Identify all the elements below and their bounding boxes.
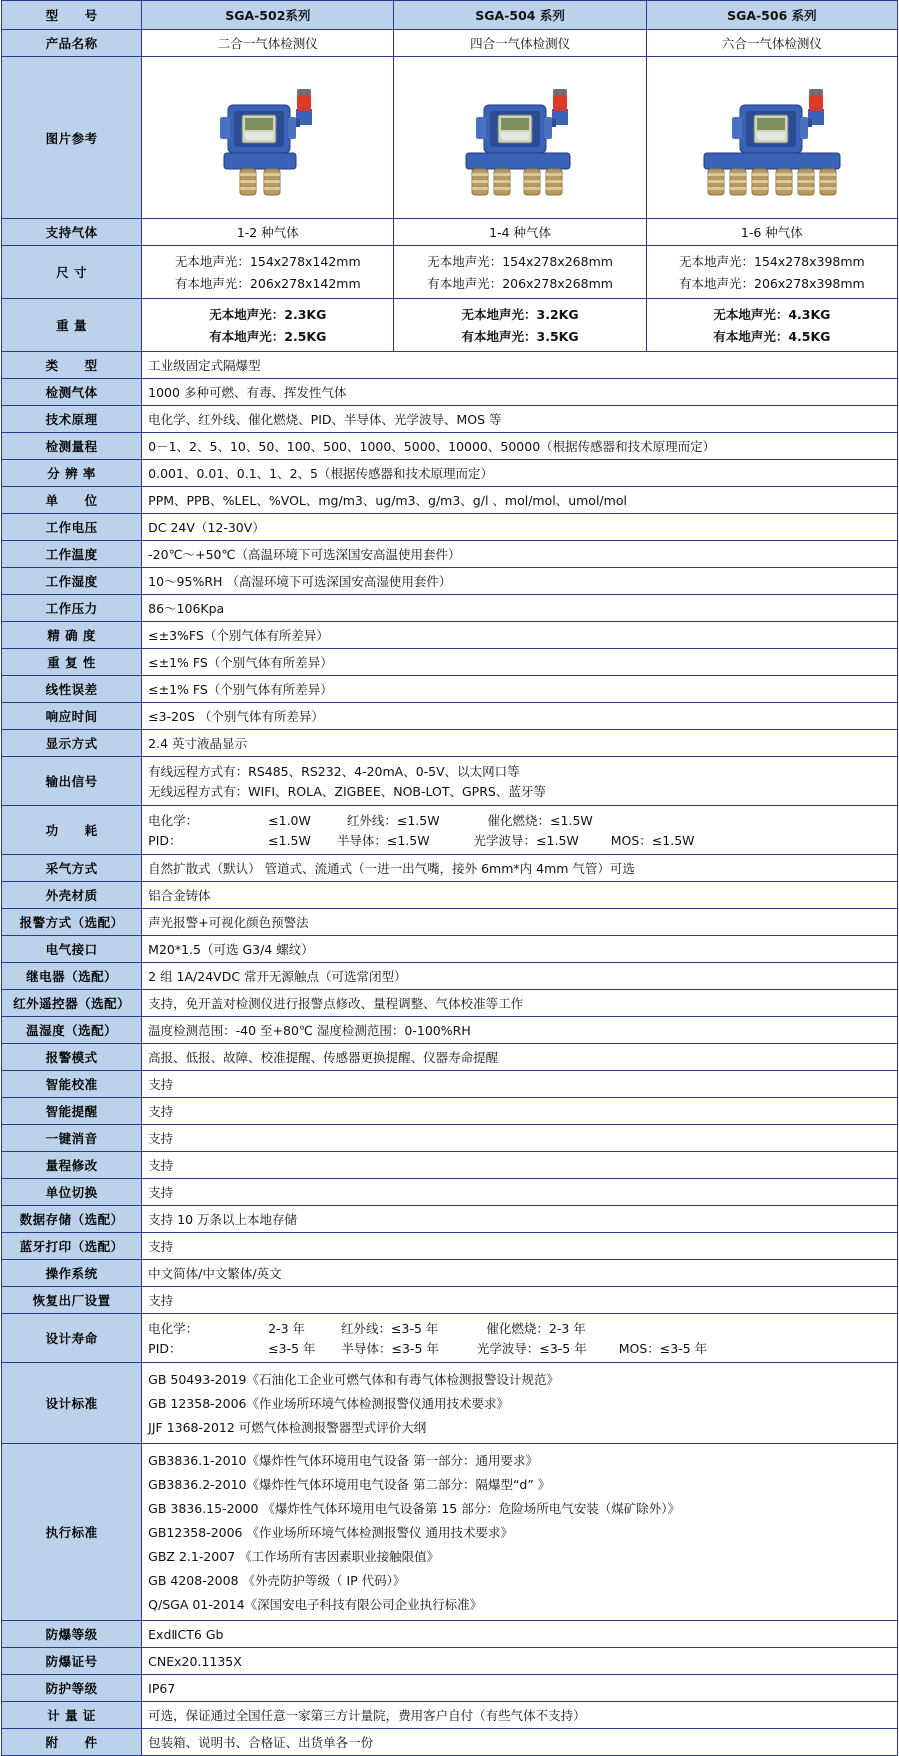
design-standard-line1: GB 50493-2019《石油化工企业可燃气体和有毒气体检测报警设计规范》 [148,1372,559,1387]
execution-standard-line5: GBZ 2.1-2007 《工作场所有害因素职业接触限值》 [148,1549,440,1564]
weight-502 [142,299,394,352]
size-504-line2: 有本地声光：206x278x268mm [427,276,613,291]
execution-standard-line7: Q/SGA 01-2014《深国安电子科技有限公司企业执行标准》 [148,1597,483,1612]
life-opt-value: ≤3-5 年 [539,1341,587,1356]
table-row-design-life [2,1314,898,1363]
table-row-weight [2,299,898,352]
table-row-spec-5 [2,487,898,514]
row-value-execution-standard [142,1444,898,1621]
row-value-relay: 2 组 1A/24VDC 常开无源触点（可选常闭型） [142,963,898,990]
row-value-voltage: DC 24V（12-30V） [142,514,898,541]
row-value-display: 2.4 英寸液晶显示 [142,730,898,757]
weight-502-line1: 无本地声光：2.3KG [209,307,327,322]
weight-504-line1: 无本地声光：3.2KG [461,307,579,322]
row-value-response-time: ≤3-20S （个别气体有所差异） [142,703,898,730]
execution-standard-line4: GB12358-2006 《作业场所环境气体检测报警仪 通用技术要求》 [148,1525,513,1540]
model-506: SGA-506 系列 [646,1,897,30]
row-label-unit: 单 位 [2,487,142,514]
life-pid-value: ≤3-5 年 [268,1341,316,1356]
life-pid-label: PID： [148,1341,182,1356]
power-opt-label: 光学波导： [473,833,537,848]
table-row-spec-4 [2,460,898,487]
product-name-502: 二合一气体检测仪 [142,30,394,57]
row-label-repeatability: 重 复 性 [2,649,142,676]
product-image-506 [646,57,897,219]
execution-standard-line6: GB 4208-2008 《外壳防护等级（ IP 代码）》 [148,1573,406,1588]
row-label-size: 尺 寸 [2,246,142,299]
table-row-spec-11 [2,649,898,676]
power-mos-value: ≤1.5W [651,833,695,848]
table-row-alarm-method [2,909,898,936]
life-ir-value: ≤3-5 年 [391,1321,439,1336]
detector-illustration-6in1 [652,61,892,211]
row-label-one-key-mute: 一键消音 [2,1125,142,1152]
life-mos-label: MOS： [618,1341,660,1356]
row-value-temp-humidity: 温度检测范围：-40 至+80℃ 湿度检测范围：0-100%RH [142,1017,898,1044]
weight-506-line2: 有本地声光：4.5KG [713,329,831,344]
row-label-weight: 重 量 [2,299,142,352]
table-row-size [2,246,898,299]
table-row-electrical-interface [2,936,898,963]
power-ir-label: 红外线： [346,813,397,828]
size-504-line1: 无本地声光：154x278x268mm [427,254,613,269]
table-row-ex-rating [2,1621,898,1648]
row-label-metrology-cert: 计 量 证 [2,1702,142,1729]
table-row-power [2,806,898,855]
power-pid-value: ≤1.5W [268,833,311,848]
row-value-unit: PPM、PPB、%LEL、%VOL、mg/m3、ug/m3、g/m3、g/l 、mol/mol、umol/mol [142,487,898,514]
row-label-resolution: 分 辨 率 [2,460,142,487]
life-cat-label: 催化燃烧： [486,1321,549,1336]
row-value-range: 0－1、2、5、10、50、100、500、1000、5000、10000、50000（根据传感器和技术原理而定） [142,433,898,460]
row-value-unit-switch: 支持 [142,1179,898,1206]
table-row-spec-9 [2,595,898,622]
row-label-linearity: 线性误差 [2,676,142,703]
row-value-accessories: 包装箱、说明书、合格证、出货单各一份 [142,1729,898,1756]
power-ec-label: 电化学： [148,813,199,828]
power-mos-label: MOS： [610,833,652,848]
table-row-design-standard [2,1363,898,1444]
row-value-ex-cert: CNEx20.1135X [142,1648,898,1675]
design-standard-line2: GB 12358-2006《作业场所环境气体检测报警仪通用技术要求》 [148,1396,509,1411]
power-semi-label: 半导体： [336,833,387,848]
table-row-spec-3 [2,433,898,460]
table-row-accessories [2,1729,898,1756]
table-row-unit-switch [2,1179,898,1206]
power-cat-label: 催化燃烧： [487,813,551,828]
row-label-electrical-interface: 电气接口 [2,936,142,963]
table-row-execution-standard [2,1444,898,1621]
power-pid-label: PID： [148,833,182,848]
row-label-design-standard: 设计标准 [2,1363,142,1444]
row-label-display: 显示方式 [2,730,142,757]
table-row-spec-7 [2,541,898,568]
row-value-smart-reminder: 支持 [142,1098,898,1125]
table-row-spec-14 [2,730,898,757]
row-label-smart-calibration: 智能校准 [2,1071,142,1098]
execution-standard-line2: GB3836.2-2010《爆炸性气体环境用电气设备 第二部分：隔爆型“d” 》 [148,1477,551,1492]
table-row-smart-reminder [2,1098,898,1125]
power-opt-value: ≤1.5W [536,833,579,848]
model-504: SGA-504 系列 [394,1,646,30]
table-row-spec-13 [2,703,898,730]
weight-504 [394,299,646,352]
design-standard-line3: JJF 1368-2012 可燃气体检测报警器型式评价大纲 [148,1420,427,1435]
row-value-accuracy: ≤±3%FS（个别气体有所差异） [142,622,898,649]
table-row-alarm-mode [2,1044,898,1071]
row-value-ir-remote: 支持，免开盖对检测仪进行报警点修改、量程调整、气体校准等工作 [142,990,898,1017]
table-row-spec-12 [2,676,898,703]
row-label-response-time: 响应时间 [2,703,142,730]
execution-standard-line3: GB 3836.15-2000 《爆炸性气体环境用电气设备第 15 部分：危险场所电气安装（煤矿除外）》 [148,1501,680,1516]
row-label-smart-reminder: 智能提醒 [2,1098,142,1125]
row-value-design-standard [142,1363,898,1444]
table-row-sampling [2,855,898,882]
product-image-502 [142,57,394,219]
row-value-range-modify: 支持 [142,1152,898,1179]
row-label-design-life: 设计寿命 [2,1314,142,1363]
table-row-data-storage [2,1206,898,1233]
row-label-temp-humidity: 温湿度（选配） [2,1017,142,1044]
row-value-resolution: 0.001、0.01、0.1、1、2、5（根据传感器和技术原理而定） [142,460,898,487]
life-ec-value: 2-3 年 [268,1321,306,1336]
row-value-electrical-interface: M20*1.5（可选 G3/4 螺纹） [142,936,898,963]
output-signal-line1: 有线远程方式有：RS485、RS232、4-20mA、0-5V、以太网口等 [148,764,520,779]
row-value-housing: 铝合金铸体 [142,882,898,909]
table-row-ex-cert [2,1648,898,1675]
row-label-relay: 继电器（选配） [2,963,142,990]
row-label-accuracy: 精 确 度 [2,622,142,649]
size-506 [646,246,897,299]
supported-gas-504: 1-4 种气体 [394,219,646,246]
product-name-506: 六合一气体检测仪 [646,30,897,57]
size-502-line1: 无本地声光：154x278x142mm [174,254,361,269]
table-row-product-name [2,30,898,57]
row-label-work-humidity: 工作湿度 [2,568,142,595]
table-row-range-modify [2,1152,898,1179]
size-504 [394,246,646,299]
power-ec-value: ≤1.0W [268,813,311,828]
table-row-output-signal [2,757,898,806]
row-value-factory-reset: 支持 [142,1287,898,1314]
row-value-alarm-mode: 高报、低报、故障、校准提醒、传感器更换提醒、仪器寿命提醒 [142,1044,898,1071]
power-ir-value: ≤1.5W [396,813,440,828]
row-value-linearity: ≤±1% FS（个别气体有所差异） [142,676,898,703]
detector-illustration-2in1 [168,61,368,211]
life-ec-label: 电化学： [148,1321,199,1336]
row-label-alarm-mode: 报警模式 [2,1044,142,1071]
table-row-spec-8 [2,568,898,595]
table-row-supported-gas [2,219,898,246]
row-label-ex-cert: 防爆证号 [2,1648,142,1675]
size-502 [142,246,394,299]
row-value-ex-rating: ExdⅡCT6 Gb [142,1621,898,1648]
weight-506-line1: 无本地声光：4.3KG [713,307,831,322]
row-value-bluetooth-print: 支持 [142,1233,898,1260]
table-row-factory-reset [2,1287,898,1314]
row-value-os: 中文简体/中文繁体/英文 [142,1260,898,1287]
table-row-relay [2,963,898,990]
product-image-504 [394,57,646,219]
row-label-tech: 技术原理 [2,406,142,433]
weight-504-line2: 有本地声光：3.5KG [461,329,579,344]
row-label-model: 型 号 [2,1,142,30]
row-label-work-pressure: 工作压力 [2,595,142,622]
life-opt-label: 光学波导： [476,1341,540,1356]
row-label-alarm-method: 报警方式（选配） [2,909,142,936]
life-ir-label: 红外线： [341,1321,392,1336]
row-value-one-key-mute: 支持 [142,1125,898,1152]
life-semi-label: 半导体： [341,1341,392,1356]
row-label-housing: 外壳材质 [2,882,142,909]
life-cat-value: 2-3 年 [548,1321,586,1336]
supported-gas-502: 1-2 种气体 [142,219,394,246]
row-label-power: 功 耗 [2,806,142,855]
table-row-spec-0 [2,352,898,379]
table-row-os [2,1260,898,1287]
power-line2 [148,830,891,850]
design-life-line1 [148,1318,891,1338]
life-semi-value: ≤3-5 年 [391,1341,439,1356]
row-label-ip-rating: 防护等级 [2,1675,142,1702]
row-value-data-storage: 支持 10 万条以上本地存储 [142,1206,898,1233]
row-value-output-signal [142,757,898,806]
weight-506 [646,299,897,352]
row-value-metrology-cert: 可选，保证通过全国任意一家第三方计量院，费用客户自付（有些气体不支持） [142,1702,898,1729]
row-label-voltage: 工作电压 [2,514,142,541]
supported-gas-506: 1-6 种气体 [646,219,897,246]
table-row-housing [2,882,898,909]
row-value-repeatability: ≤±1% FS（个别气体有所差异） [142,649,898,676]
row-label-execution-standard: 执行标准 [2,1444,142,1621]
size-506-line1: 无本地声光：154x278x398mm [678,254,865,269]
life-mos-value: ≤3-5 年 [659,1341,708,1356]
detector-illustration-4in1 [410,61,630,211]
row-label-unit-switch: 单位切换 [2,1179,142,1206]
output-signal-line2: 无线远程方式有：WIFI、ROLA、ZIGBEE、NOB-LOT、GPRS、蓝牙等 [148,784,546,799]
row-value-work-humidity: 10～95%RH （高湿环境下可选深国安高湿使用套件） [142,568,898,595]
weight-502-line2: 有本地声光：2.5KG [209,329,327,344]
row-value-power [142,806,898,855]
table-row-one-key-mute [2,1125,898,1152]
product-name-504: 四合一气体检测仪 [394,30,646,57]
row-label-supported-gas: 支持气体 [2,219,142,246]
row-label-os: 操作系统 [2,1260,142,1287]
table-row-temp-humidity [2,1017,898,1044]
row-value-work-pressure: 86～106Kpa [142,595,898,622]
row-label-range: 检测量程 [2,433,142,460]
row-value-type: 工业级固定式隔爆型 [142,352,898,379]
row-value-alarm-method: 声光报警+可视化颜色预警法 [142,909,898,936]
row-value-detect-gas: 1000 多种可燃、有毒、挥发性气体 [142,379,898,406]
row-label-work-temp: 工作温度 [2,541,142,568]
row-value-work-temp: -20℃～+50℃（高温环境下可选深国安高温使用套件） [142,541,898,568]
power-cat-value: ≤1.5W [550,813,593,828]
row-value-sampling: 自然扩散式（默认） 管道式、流通式（一进一出气嘴，接外 6mm*内 4mm 气管）可选 [142,855,898,882]
row-label-bluetooth-print: 蓝牙打印（选配） [2,1233,142,1260]
row-label-type: 类 型 [2,352,142,379]
design-life-line2 [148,1338,891,1358]
row-label-factory-reset: 恢复出厂设置 [2,1287,142,1314]
table-row-spec-6 [2,514,898,541]
row-label-data-storage: 数据存储（选配） [2,1206,142,1233]
size-506-line2: 有本地声光：206x278x398mm [678,276,865,291]
row-label-range-modify: 量程修改 [2,1152,142,1179]
row-label-sampling: 采气方式 [2,855,142,882]
spec-table [1,0,898,1756]
table-row-ir-remote [2,990,898,1017]
execution-standard-line1: GB3836.1-2010《爆炸性气体环境用电气设备 第一部分：通用要求》 [148,1453,538,1468]
table-row-model [2,1,898,30]
table-row-spec-10 [2,622,898,649]
row-label-product-name: 产品名称 [2,30,142,57]
row-label-accessories: 附 件 [2,1729,142,1756]
row-label-ir-remote: 红外遥控器（选配） [2,990,142,1017]
size-502-line2: 有本地声光：206x278x142mm [174,276,361,291]
row-label-image: 图片参考 [2,57,142,219]
table-row-bluetooth-print [2,1233,898,1260]
table-row-ip-rating [2,1675,898,1702]
row-label-ex-rating: 防爆等级 [2,1621,142,1648]
power-semi-value: ≤1.5W [386,833,430,848]
row-value-design-life [142,1314,898,1363]
row-label-detect-gas: 检测气体 [2,379,142,406]
power-line1 [148,810,891,830]
table-row-spec-2 [2,406,898,433]
table-row-spec-1 [2,379,898,406]
row-value-ip-rating: IP67 [142,1675,898,1702]
row-value-smart-calibration: 支持 [142,1071,898,1098]
model-502: SGA-502系列 [142,1,394,30]
table-row-image [2,57,898,219]
table-row-metrology-cert [2,1702,898,1729]
row-value-tech: 电化学、红外线、催化燃烧、PID、半导体、光学波导、MOS 等 [142,406,898,433]
table-row-smart-calibration [2,1071,898,1098]
row-label-output-signal: 输出信号 [2,757,142,806]
